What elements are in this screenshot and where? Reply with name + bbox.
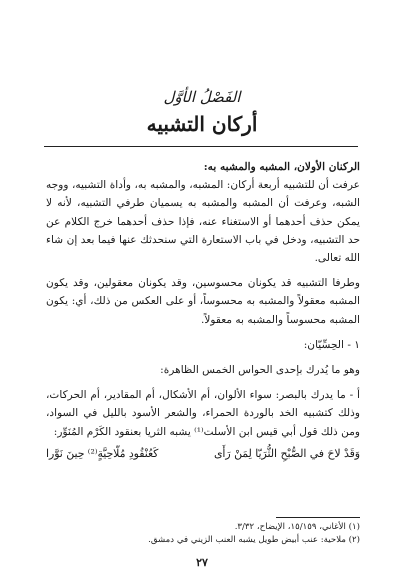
paragraph-3: وهو ما يُدرك بإحدى الحواس الخمس الظاهرة: [160,364,360,377]
paragraph-1: عرفت أن للتشبيه أربعة أركان: المشبه، والمشبه به، وأداة التشبيه، ووجه الشبه، وعرفت أن المشبه والمشبه به يسميان طرفي التشبيه، لأنه لا يمكن حذف أحدهما أو الاستغناء عنه، فإذا حذف أحدهما خرج الكلام عن حد التشبيه، ودخل في باب الاستعارة التي سنحدثك عنها فيما بعد إن شاء الله تعالى. [46,179,360,265]
footnote-1: (١) الأغاني، ١٥/١٥٩، الإيضاح، ٣/٣٢. [234,522,360,532]
paragraph-4: أ - ما يدرك بالبصر: سواء الألوان، أم الأشكال، أم المقادير، أم الحركات، وذلك كتشبيه الخد بالوردة الحمراء، والشعر الأسود بالليل في السواد، ومن ذلك قول أبي قيس ابن الأسلت⁽¹⁾ يشبه الثريا بعنقود الكَرْم المُنَوِّر: [46,389,360,438]
footnote-2: (٢) ملاحية: عنب أبيض طويل يشبه العنب الزيني في دمشق. [148,534,360,545]
subheading-sensory: ١ - الحِسِّيّان: [303,338,360,351]
footnote-divider [276,517,360,518]
title-divider [44,146,358,147]
section-heading: الركنان الأولان، المشبه والمشبه به: [203,161,360,173]
footnotes [46,521,360,546]
verse-hemistich-1: وَقَدْ لاحَ في الصُّبْحِ الثُّرَيّا لِمَنْ رَأَى [213,446,360,460]
main-text [46,158,360,463]
page-number: ٢٧ [196,556,208,569]
paragraph-2: وطرفا التشبيه قد يكونان محسوسين، وقد يكونان معقولين، وقد يكون المشبه معقولاً والمشبه به محسوساً، أو على العكس من ذلك، أي: يكون المشبه محسوساً والمشبه به معقولاً. [46,277,360,326]
verse-hemistich-2: كَعُنْقُودِ مُلّاحِيَّةٍ⁽²⁾ حِينَ نَوَّرا [46,446,159,460]
poetry-verse [46,445,360,463]
chapter-label: الفَصْلُ الأوَّل [163,88,241,106]
chapter-title: أركان التشبيه [146,112,258,136]
